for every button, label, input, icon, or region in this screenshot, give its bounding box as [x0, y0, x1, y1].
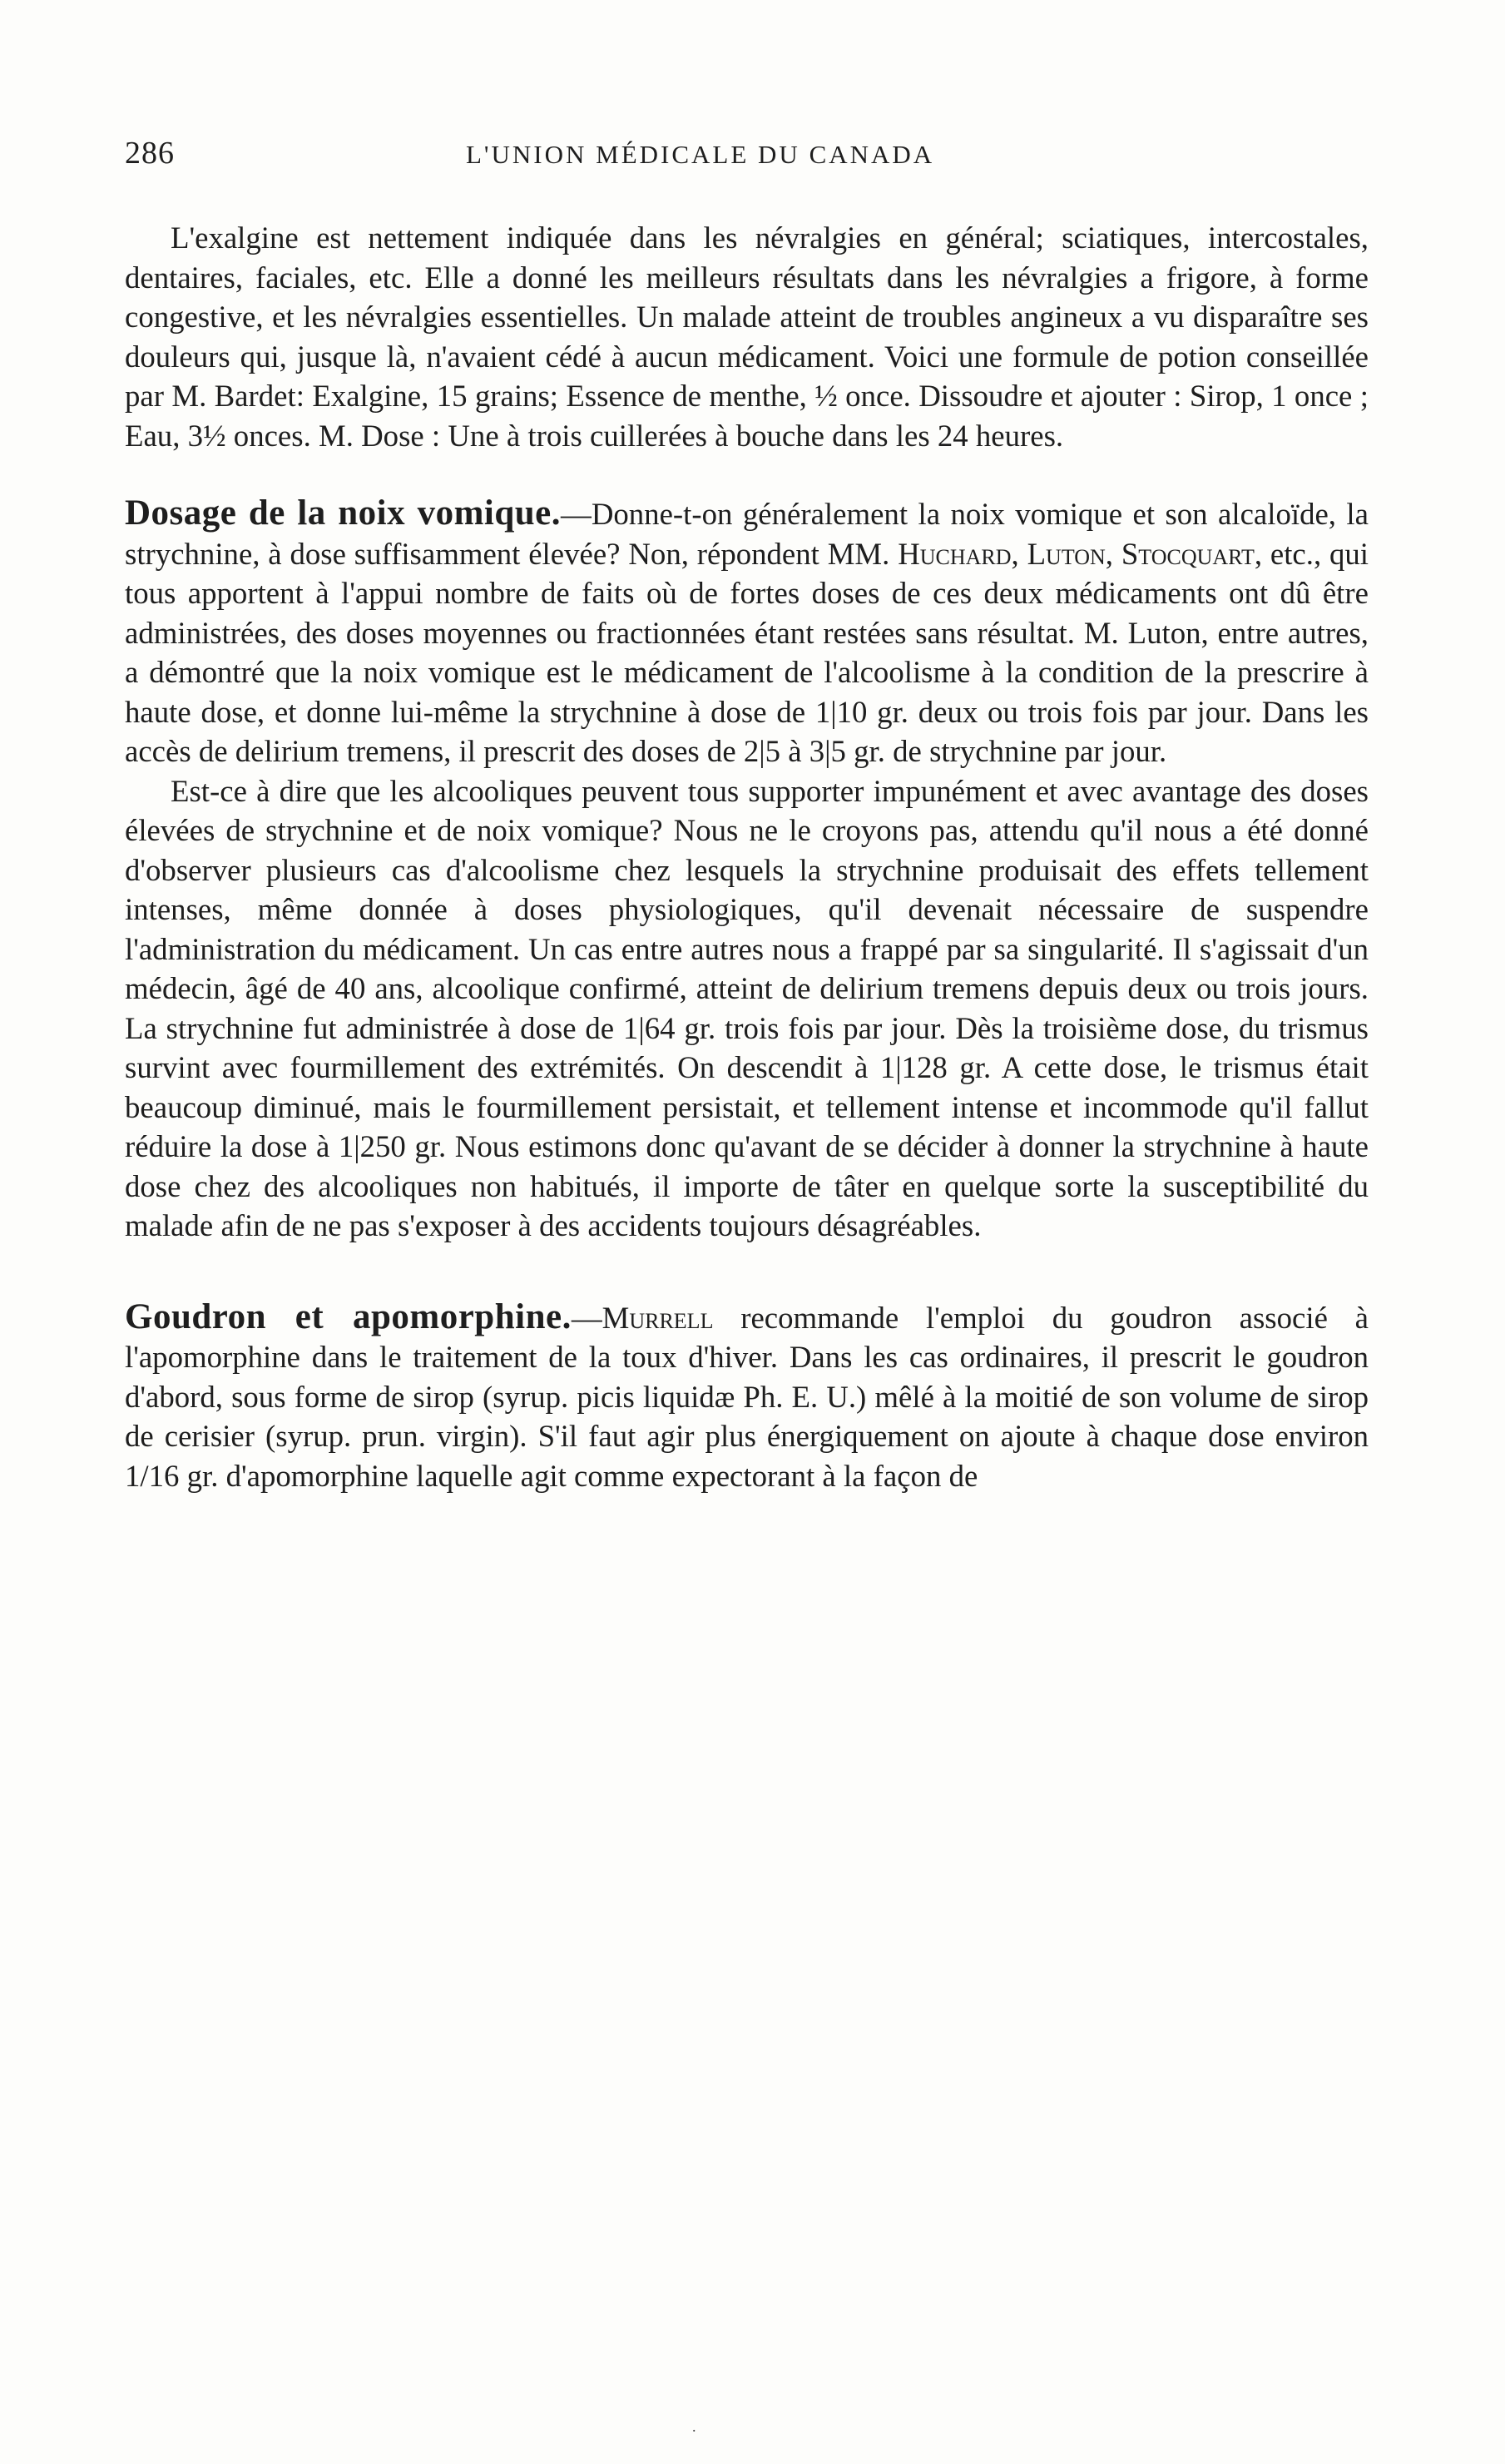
paragraph-alcooliques: Est-ce à dire que les alcooliques peuvent tous supporter impunément et avec avantage des doses élevées de strychnine et de noix vomique? Nous ne le croyons pas, attendu qu'il nous a été donné d'observer plusieurs cas d'alcoolisme chez lesquels la strychnine produisait des effets tellement intenses, même donnée à doses physiologiques, qu'il devenait nécessaire de suspendre l'administration du médicament. Un cas entre autres nous a frappé par sa singularité. Il s'agissait d'un médecin, âgé de 40 ans, alcoolique confirmé, atteint de delirium tremens depuis deux ou trois jours. La strychnine fut administrée à dose de 1|64 gr. trois fois par jour. Dès la troisième dose, du trismus survint avec fourmillement des extrémités. On descendit à 1|128 gr. A cette dose, le trismus était beaucoup diminué, mais le fourmillement persistait, et tellement intense et incommode qu'il fallut réduire la dose à 1|250 gr. Nous estimons donc qu'avant de se décider à donner la strychnine à haute dose chez des alcooliques non habitués, il importe de tâter en quelque sorte la susceptibilité du malade afin de ne pas s'exposer à des accidents toujours désagréables.	[125, 773, 1369, 1242]
paragraph-noix-vomique-text-a: —Donne-t-on généralement la noix vomique et son alcaloïde, la strychnine, à dose suffisamment élevée? Non, répondent MM.	[125, 497, 1369, 571]
section-dash: —	[571, 1300, 602, 1335]
footer-mark: .	[692, 2418, 696, 2435]
section-title-noix-vomique: Dosage de la noix vomique.	[125, 493, 562, 533]
paragraph-goudron	[125, 1297, 1369, 1496]
cited-author-murrell: Murrell	[602, 1300, 714, 1335]
paragraph-noix-vomique	[125, 493, 1369, 771]
page-header	[125, 135, 1364, 176]
page-number: 286	[125, 136, 175, 171]
paragraph-noix-vomique-text-b: , etc., qui tous apportent à l'appui nombre de faits où de fortes doses de ces deux médicaments ont dû être administrées, des doses moyennes ou fractionnées étant restées sans résultat. M. Luton, entre autres, a démontré que la noix vomique est le médicament de l'alcoolisme à la condition de la prescrire à haute dose, et donne lui-même la strychnine à dose de 1|10 gr. deux ou trois fois par jour. Dans les accès de delirium tremens, il prescrit des doses de 2|5 à 3|5 gr. de strychnine par jour.	[125, 536, 1369, 768]
cited-authors: Huchard, Luton, Stocquart	[898, 536, 1255, 571]
paragraph-goudron-text: recommande l'emploi du goudron associé à l'apomorphine dans le traitement de la toux d'hiver. Dans les cas ordinaires, il prescrit le goudron d'abord, sous forme de sirop (syrup. picis liquidæ Ph. E. U.) mêlé à la moitié de son volume de sirop de cerisier (syrup. prun. virgin). S'il faut agir plus énergiquement on ajoute à chaque dose environ 1/16 gr. d'apomorphine laquelle agit comme expectorant à la façon de	[125, 1300, 1369, 1493]
running-head: L'UNION MÉDICALE DU CANADA	[466, 140, 935, 169]
body-text	[125, 218, 1369, 1495]
paragraph-exalgine: L'exalgine est nettement indiquée dans les névralgies en général; sciatiques, intercostales, dentaires, faciales, etc. Elle a donné les meilleurs résultats dans les névralgies a frigore, à forme congestive, et les névralgies essentielles. Un malade atteint de troubles angineux a vu disparaître ses douleurs qui, jusque là, n'avaient cédé à aucun médicament. Voici une formule de potion conseillée par M. Bardet: Exalgine, 15 grains; Essence de menthe, ½ once. Dissoudre et ajouter : Sirop, 1 once ; Eau, 3½ onces. M. Dose : Une à trois cuillerées à bouche dans les 24 heures.	[125, 221, 1369, 453]
section-title-goudron: Goudron et apomorphine.	[125, 1296, 572, 1336]
